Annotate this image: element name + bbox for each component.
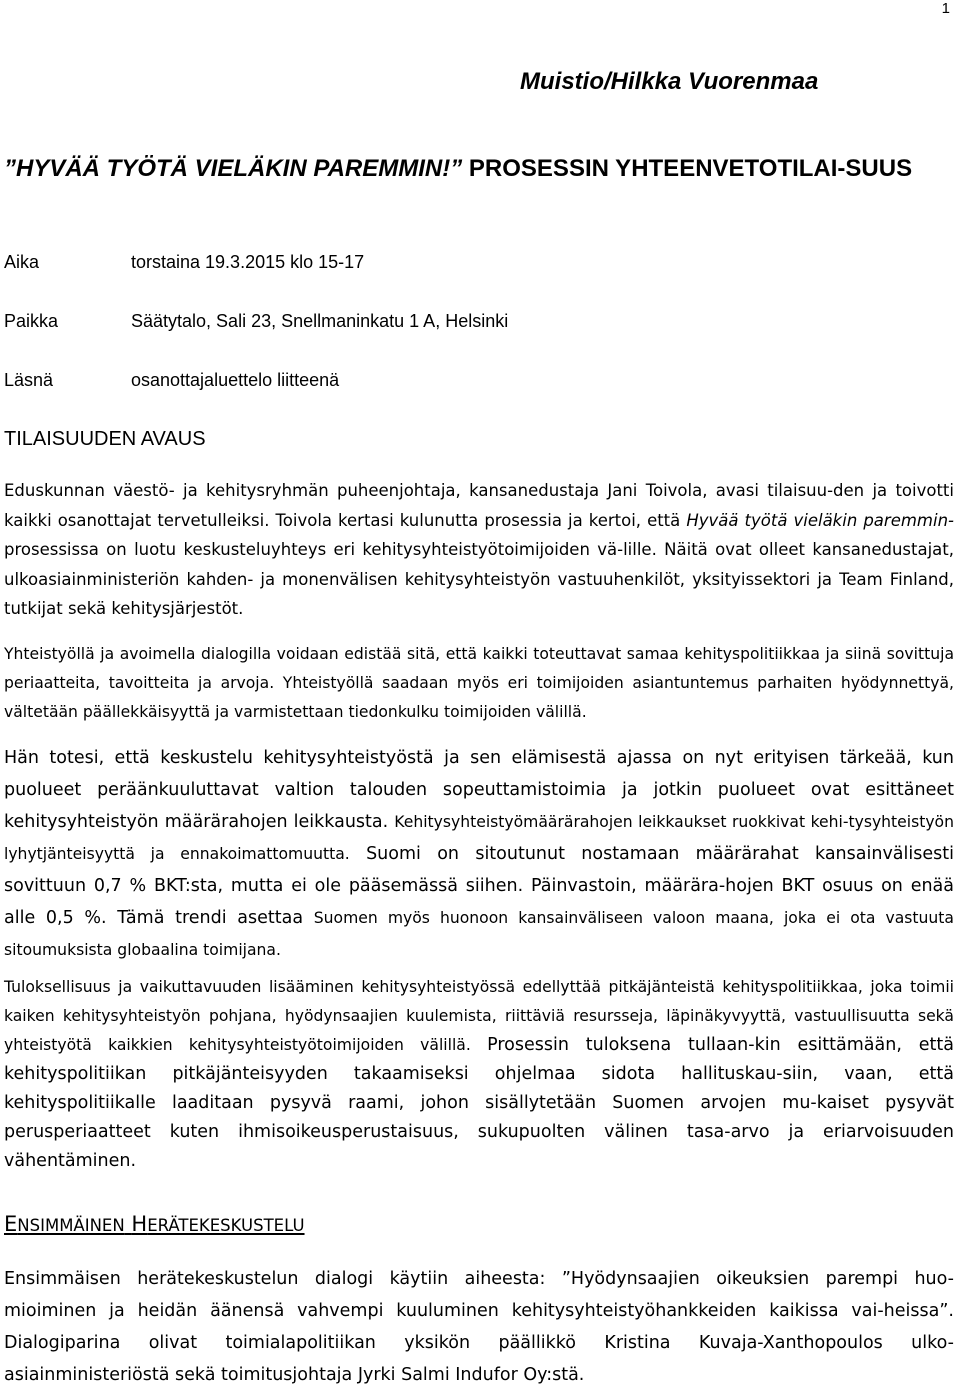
heading-rest: NSIMMÄINEN [17,1216,125,1235]
paragraph-opening [4,476,954,624]
meta-value: osanottajaluettelo liitteenä [131,370,340,390]
meta-value: Säätytalo, Sali 23, Snellmaninkatu 1 A, Helsinki [131,311,509,331]
author-line: Muistio/Hilkka Vuorenmaa [520,68,819,95]
section-heading-opening: TILAISUUDEN AVAUS [4,428,206,450]
section-heading-first-discussion [4,1212,305,1236]
p1-italic-process-name: Hyvää työtä vieläkin paremmin- [686,510,954,530]
title-quoted: ”HYVÄÄ TYÖTÄ VIELÄKIN PAREMMIN!” [4,155,463,182]
meta-row-place [4,311,508,332]
p3-text-d: Suomen myös huonoon kansainväliseen valoon maana, joka ei ota vastuuta sitoumuksista globaalina toimijana. [4,909,954,959]
heading-rest: ERÄTEKESKUSTELU [147,1216,305,1235]
heading-cap: E [4,1212,18,1236]
page-number: 1 [941,0,950,17]
p4-text-b: Prosessin tuloksena tullaan-kin esittämään, että kehityspolitiikan pitkäjänteisyyden takaamiseksi ohjelmaa sidota hallituskau-siin, vaan, että kehityspolitiikalle laaditaan pysyvä raami, johon sisällytetään Suomen arvojen mu-kaiset pysyvät perusperiaatteet kuten ihmisoikeusperustaisuus, sukupuolten välinen tasa-arvo ja eriarvoisuuden vähentäminen. [4,1035,954,1171]
p4-text-a: Tuloksellisuus ja vaikuttavuuden lisääminen kehitysyhteistyössä edellyttää pitkäjänteistä kehityspolitiikkaa, joka toimii kaiken kehitysyhteistyön pohjana, hyödynsaajien kuulemista, riittäviä resursseja, läpinäkyvyyttä, vastuullisuutta sekä yhteistyötä kaikkien kehitysyhteistyötoimijoiden välillä. [4,978,954,1054]
paragraph-funding [4,742,954,966]
p1-text-a: Eduskunnan väestö- ja kehitysryhmän puheenjohtaja, kansanedustaja Jani Toivola, avasi tilaisuu-den ja toivotti kaikki osanottajat tervetulleiksi. [4,481,954,530]
meta-row-present [4,370,339,391]
meta-label: Aika [4,252,40,272]
heading-cap: H [131,1212,148,1236]
meta-row-time [4,252,364,273]
paragraph-results [4,973,954,1176]
paragraph-first-discussion: Ensimmäisen herätekeskustelun dialogi käytiin aiheesta: ”Hyödynsaajien oikeuksien parempi huo-mioiminen ja heidän äänensä vahvempi kuuluminen kehitysyhteistyöhankkeiden kaikissa vai-heissa”. Dialogiparina olivat toimialapolitiikan yksikön päällikkö Kristina Kuvaja-Xanthopoulos ulko-asiainministeriöstä sekä toimitusjohtaja Jyrki Salmi Indufor Oy:stä. [4,1269,954,1385]
p1-text-d: prosessissa on luotu keskusteluyhteys eri kehitysyhteistyötoimijoiden vä-lille. Näitä ovat olleet kansanedustajat, ulkoasiainministeriön kahden- ja monenvälisen kehitysyhteistyön vastuuhenkilöt, yksityissektori ja Team Finland, tutkijat sekä kehitysjärjestöt. [4,540,954,618]
meta-label: Läsnä [4,370,54,390]
p3-text-c: Suomi on sitoutunut nostamaan määrärahat kansainvälisesti sovittuun 0,7 % BKT:sta, mutta ei ole pääsemässä siihen. Päinvastoin, määrära-hojen BKT osuus on enää alle 0,5 %. Tämä trendi asettaa [4,844,954,928]
meta-label: Paikka [4,311,59,331]
p3-text-a: Hän totesi, että keskustelu kehitysyhteistyöstä ja sen elämisestä ajassa on nyt erityisen tärkeää, kun puolueet peräänkuuluttavat valtion talouden sopeuttamistoimia ja jotkin puolueet ovat esittäneet kehitysyhteistyön määrärahojen leikkausta. [4,748,954,832]
p1-text-b: Toivola kertasi kulunutta prosessia ja kertoi, että [275,510,681,530]
paragraph-cooperation: Yhteistyöllä ja avoimella dialogilla voidaan edistää sitä, että kaikki toteuttavat samaa kehityspolitiikkaa ja siinä sovittuja periaatteita, tavoitteita ja arvoja. Yhteistyöllä saadaan myös eri toimijoiden asiantuntemus parhaiten hyödynnettyä, vältetään päällekkäisyyttä ja varmistettaan tiedonkulku toimijoiden välillä. [4,645,954,721]
meta-value: torstaina 19.3.2015 klo 15-17 [131,252,365,272]
title-rest: PROSESSIN YHTEENVETOTILAI-SUUS [468,155,913,182]
p3-text-b: Kehitysyhteistyömäärärahojen leikkaukset ruokkivat kehi-tysyhteistyön lyhytjänteisyyttä ja ennakoimattomuutta. [4,813,954,863]
document-title [4,150,954,187]
